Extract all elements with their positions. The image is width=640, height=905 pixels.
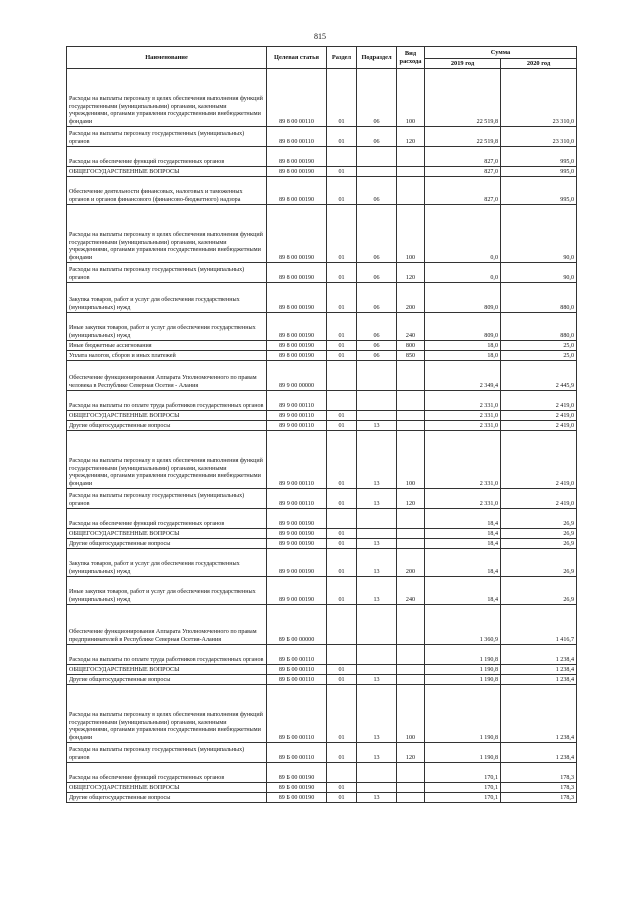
cell-section: 01	[327, 127, 357, 147]
cell-expense-type	[397, 665, 425, 675]
cell-name: Другие общегосударственные вопросы	[67, 793, 267, 803]
table-row	[67, 743, 577, 763]
cell-section	[327, 605, 357, 645]
cell-section	[327, 147, 357, 167]
cell-sum-2019: 827,0	[425, 147, 501, 167]
cell-target: 89 8 00 00190	[267, 341, 327, 351]
cell-section: 01	[327, 685, 357, 743]
cell-subsection: 13	[357, 489, 397, 509]
cell-section: 01	[327, 313, 357, 341]
cell-target: 89 Б 00 00110	[267, 743, 327, 763]
cell-name: Иные закупки товаров, работ и услуг для обеспечения государственных (муниципальных) нужд	[67, 313, 267, 341]
table-row	[67, 341, 577, 351]
table-row	[67, 685, 577, 743]
cell-section: 01	[327, 263, 357, 283]
cell-subsection	[357, 391, 397, 411]
cell-expense-type: 200	[397, 549, 425, 577]
cell-subsection: 06	[357, 351, 397, 361]
header-name: Наименование	[67, 47, 267, 69]
cell-sum-2019: 1 190,8	[425, 675, 501, 685]
cell-expense-type	[397, 645, 425, 665]
cell-target: 89 8 00 00190	[267, 283, 327, 313]
cell-sum-2020: 178,3	[501, 793, 577, 803]
cell-section: 01	[327, 539, 357, 549]
table-row	[67, 351, 577, 361]
cell-subsection: 06	[357, 205, 397, 263]
table-row	[67, 147, 577, 167]
table-row	[67, 549, 577, 577]
cell-section: 01	[327, 341, 357, 351]
cell-name: Расходы на выплаты по оплате труда работников государственных органов	[67, 645, 267, 665]
cell-target: 89 8 00 00190	[267, 205, 327, 263]
cell-sum-2020: 26,9	[501, 577, 577, 605]
cell-sum-2019: 2 331,0	[425, 431, 501, 489]
cell-sum-2020: 995,0	[501, 147, 577, 167]
header-section: Раздел	[327, 47, 357, 69]
cell-target: 89 9 00 00110	[267, 431, 327, 489]
cell-section: 01	[327, 529, 357, 539]
cell-name: Другие общегосударственные вопросы	[67, 539, 267, 549]
table-row	[67, 411, 577, 421]
cell-sum-2020: 2 419,0	[501, 421, 577, 431]
cell-sum-2020: 26,9	[501, 529, 577, 539]
cell-sum-2019: 0,0	[425, 205, 501, 263]
cell-expense-type	[397, 421, 425, 431]
cell-name: Расходы на выплаты персоналу государственных (муниципальных) органов	[67, 743, 267, 763]
cell-name: ОБЩЕГОСУДАРСТВЕННЫЕ ВОПРОСЫ	[67, 411, 267, 421]
cell-sum-2020: 23 310,0	[501, 69, 577, 127]
cell-subsection: 06	[357, 341, 397, 351]
cell-name: Другие общегосударственные вопросы	[67, 421, 267, 431]
table-row	[67, 675, 577, 685]
table-row	[67, 205, 577, 263]
cell-section: 01	[327, 675, 357, 685]
cell-section: 01	[327, 177, 357, 205]
cell-expense-type	[397, 793, 425, 803]
header-expense-type: Вид расхода	[397, 47, 425, 69]
cell-target: 89 9 00 00190	[267, 509, 327, 529]
cell-sum-2019: 170,1	[425, 763, 501, 783]
table-row	[67, 361, 577, 391]
cell-target: 89 Б 00 00110	[267, 685, 327, 743]
cell-expense-type: 100	[397, 431, 425, 489]
cell-name: Расходы на выплаты персоналу государственных (муниципальных) органов	[67, 489, 267, 509]
header-subsection: Подраздел	[357, 47, 397, 69]
cell-target: 89 Б 00 00110	[267, 645, 327, 665]
cell-name: ОБЩЕГОСУДАРСТВЕННЫЕ ВОПРОСЫ	[67, 665, 267, 675]
cell-subsection	[357, 167, 397, 177]
table-row	[67, 577, 577, 605]
cell-expense-type	[397, 361, 425, 391]
cell-expense-type: 200	[397, 283, 425, 313]
cell-target: 89 Б 00 00000	[267, 605, 327, 645]
cell-subsection: 13	[357, 793, 397, 803]
table-row	[67, 509, 577, 529]
table-row	[67, 665, 577, 675]
cell-expense-type: 100	[397, 685, 425, 743]
cell-section: 01	[327, 167, 357, 177]
cell-subsection	[357, 763, 397, 783]
cell-sum-2020: 90,0	[501, 263, 577, 283]
page-number: 815	[314, 32, 326, 41]
cell-name: Расходы на выплаты персоналу государственных (муниципальных) органов	[67, 263, 267, 283]
cell-expense-type	[397, 605, 425, 645]
cell-sum-2019: 809,0	[425, 283, 501, 313]
cell-sum-2020: 25,0	[501, 341, 577, 351]
cell-expense-type	[397, 509, 425, 529]
cell-subsection	[357, 645, 397, 665]
cell-subsection: 13	[357, 685, 397, 743]
cell-name: ОБЩЕГОСУДАРСТВЕННЫЕ ВОПРОСЫ	[67, 783, 267, 793]
table-row	[67, 69, 577, 127]
table-row	[67, 127, 577, 147]
cell-expense-type	[397, 391, 425, 411]
cell-subsection: 06	[357, 283, 397, 313]
cell-subsection	[357, 665, 397, 675]
cell-subsection	[357, 529, 397, 539]
cell-section: 01	[327, 283, 357, 313]
table-row	[67, 263, 577, 283]
table-body	[67, 69, 577, 803]
cell-name: Закупка товаров, работ и услуг для обеспечения государственных (муниципальных) нужд	[67, 283, 267, 313]
cell-sum-2020: 26,9	[501, 509, 577, 529]
cell-sum-2019: 1 190,8	[425, 645, 501, 665]
table-row	[67, 391, 577, 411]
table-row	[67, 605, 577, 645]
cell-name: Расходы на выплаты по оплате труда работников государственных органов	[67, 391, 267, 411]
table-row	[67, 793, 577, 803]
cell-sum-2019: 170,1	[425, 793, 501, 803]
cell-section	[327, 645, 357, 665]
cell-section	[327, 391, 357, 411]
cell-section	[327, 509, 357, 529]
cell-subsection: 06	[357, 177, 397, 205]
cell-sum-2020: 880,0	[501, 313, 577, 341]
cell-sum-2020: 23 310,0	[501, 127, 577, 147]
cell-sum-2019: 809,0	[425, 313, 501, 341]
table-row	[67, 177, 577, 205]
cell-sum-2020: 995,0	[501, 167, 577, 177]
cell-expense-type: 120	[397, 489, 425, 509]
cell-expense-type: 100	[397, 205, 425, 263]
cell-expense-type	[397, 675, 425, 685]
cell-subsection: 13	[357, 675, 397, 685]
cell-sum-2020: 1 238,4	[501, 665, 577, 675]
cell-name: Обеспечение функционирования Аппарата Уполномоченного по правам человека в Республике Северная Осетия - Алания	[67, 361, 267, 391]
cell-section: 01	[327, 793, 357, 803]
table-row	[67, 783, 577, 793]
cell-section: 01	[327, 489, 357, 509]
cell-sum-2020: 26,9	[501, 549, 577, 577]
cell-target: 89 9 00 00190	[267, 529, 327, 539]
cell-sum-2019: 18,4	[425, 509, 501, 529]
cell-name: ОБЩЕГОСУДАРСТВЕННЫЕ ВОПРОСЫ	[67, 167, 267, 177]
cell-sum-2020: 1 238,4	[501, 743, 577, 763]
cell-target: 89 8 00 00110	[267, 127, 327, 147]
cell-expense-type: 120	[397, 127, 425, 147]
cell-sum-2019: 18,4	[425, 529, 501, 539]
cell-sum-2020: 1 238,4	[501, 645, 577, 665]
cell-target: 89 8 00 00190	[267, 351, 327, 361]
cell-sum-2019: 170,1	[425, 783, 501, 793]
cell-section: 01	[327, 549, 357, 577]
cell-expense-type	[397, 539, 425, 549]
cell-sum-2019: 1 360,9	[425, 605, 501, 645]
cell-subsection	[357, 783, 397, 793]
cell-expense-type	[397, 783, 425, 793]
budget-table	[66, 46, 577, 803]
table-row	[67, 283, 577, 313]
cell-target: 89 8 00 00190	[267, 167, 327, 177]
cell-name: Расходы на обеспечение функций государственных органов	[67, 509, 267, 529]
cell-sum-2019: 18,4	[425, 577, 501, 605]
cell-target: 89 Б 00 00190	[267, 793, 327, 803]
cell-target: 89 9 00 00190	[267, 549, 327, 577]
cell-name: Расходы на выплаты персоналу государственных (муниципальных) органов	[67, 127, 267, 147]
header-year-2019: 2019 год	[425, 59, 501, 69]
cell-section: 01	[327, 69, 357, 127]
cell-name: Иные бюджетные ассигнования	[67, 341, 267, 351]
cell-subsection: 13	[357, 431, 397, 489]
cell-section	[327, 763, 357, 783]
cell-section: 01	[327, 411, 357, 421]
cell-subsection: 13	[357, 577, 397, 605]
cell-subsection: 06	[357, 69, 397, 127]
cell-expense-type	[397, 177, 425, 205]
cell-target: 89 8 00 00190	[267, 263, 327, 283]
cell-sum-2020: 2 419,0	[501, 431, 577, 489]
cell-section: 01	[327, 783, 357, 793]
cell-subsection	[357, 361, 397, 391]
cell-sum-2019: 2 331,0	[425, 411, 501, 421]
cell-subsection: 06	[357, 127, 397, 147]
cell-sum-2019: 2 331,0	[425, 391, 501, 411]
cell-sum-2020: 25,0	[501, 351, 577, 361]
cell-sum-2019: 827,0	[425, 177, 501, 205]
cell-name: Обеспечение функционирования Аппарата Уполномоченного по правам предпринимателей в Республике Северная Осетия-Алания	[67, 605, 267, 645]
cell-sum-2019: 1 190,8	[425, 665, 501, 675]
cell-sum-2019: 22 519,8	[425, 127, 501, 147]
cell-subsection: 13	[357, 539, 397, 549]
cell-name: Расходы на обеспечение функций государственных органов	[67, 763, 267, 783]
cell-sum-2020: 90,0	[501, 205, 577, 263]
cell-sum-2019: 18,0	[425, 351, 501, 361]
cell-expense-type: 120	[397, 263, 425, 283]
cell-subsection: 13	[357, 549, 397, 577]
cell-section: 01	[327, 665, 357, 675]
header-sum: Сумма	[425, 47, 577, 59]
cell-subsection: 13	[357, 743, 397, 763]
cell-target: 89 8 00 00190	[267, 313, 327, 341]
header-target: Целевая статья	[267, 47, 327, 69]
cell-section	[327, 361, 357, 391]
cell-target: 89 Б 00 00190	[267, 783, 327, 793]
cell-subsection: 06	[357, 263, 397, 283]
cell-sum-2020: 880,0	[501, 283, 577, 313]
table-row	[67, 539, 577, 549]
cell-section: 01	[327, 421, 357, 431]
cell-sum-2020: 1 416,7	[501, 605, 577, 645]
cell-section: 01	[327, 431, 357, 489]
cell-sum-2019: 22 519,8	[425, 69, 501, 127]
cell-sum-2019: 18,4	[425, 539, 501, 549]
cell-expense-type	[397, 763, 425, 783]
cell-sum-2019: 2 331,0	[425, 421, 501, 431]
cell-name: Расходы на обеспечение функций государственных органов	[67, 147, 267, 167]
table-row	[67, 529, 577, 539]
cell-name: Другие общегосударственные вопросы	[67, 675, 267, 685]
cell-expense-type: 240	[397, 313, 425, 341]
cell-expense-type: 120	[397, 743, 425, 763]
cell-expense-type: 800	[397, 341, 425, 351]
cell-name: ОБЩЕГОСУДАРСТВЕННЫЕ ВОПРОСЫ	[67, 529, 267, 539]
cell-name: Уплата налогов, сборов и иных платежей	[67, 351, 267, 361]
cell-target: 89 9 00 00110	[267, 391, 327, 411]
cell-sum-2019: 18,0	[425, 341, 501, 351]
cell-name: Закупка товаров, работ и услуг для обеспечения государственных (муниципальных) нужд	[67, 549, 267, 577]
cell-target: 89 8 00 00190	[267, 147, 327, 167]
cell-expense-type	[397, 411, 425, 421]
table-row	[67, 421, 577, 431]
table-row	[67, 167, 577, 177]
cell-target: 89 Б 00 00110	[267, 675, 327, 685]
cell-sum-2020: 1 238,4	[501, 685, 577, 743]
cell-sum-2020: 178,3	[501, 763, 577, 783]
table-row	[67, 645, 577, 665]
cell-target: 89 Б 00 00190	[267, 763, 327, 783]
cell-name: Расходы на выплаты персоналу в целях обеспечения выполнения функций государственными (муниципальными) органами, казенными учреждениями, органами управления государственными внебюджетными фондами	[67, 431, 267, 489]
cell-target: 89 9 00 00110	[267, 411, 327, 421]
cell-target: 89 9 00 00110	[267, 421, 327, 431]
cell-name: Иные закупки товаров, работ и услуг для обеспечения государственных (муниципальных) нужд	[67, 577, 267, 605]
cell-sum-2019: 2 349,4	[425, 361, 501, 391]
cell-sum-2020: 995,0	[501, 177, 577, 205]
cell-expense-type: 240	[397, 577, 425, 605]
cell-subsection	[357, 605, 397, 645]
cell-subsection	[357, 147, 397, 167]
cell-expense-type: 100	[397, 69, 425, 127]
header-year-2020: 2020 год	[501, 59, 577, 69]
cell-target: 89 Б 00 00110	[267, 665, 327, 675]
cell-sum-2020: 2 445,9	[501, 361, 577, 391]
cell-sum-2019: 827,0	[425, 167, 501, 177]
cell-subsection	[357, 411, 397, 421]
cell-sum-2019: 2 331,0	[425, 489, 501, 509]
cell-subsection: 13	[357, 421, 397, 431]
cell-section: 01	[327, 577, 357, 605]
table-row	[67, 431, 577, 489]
cell-sum-2020: 2 419,0	[501, 489, 577, 509]
cell-sum-2020: 2 419,0	[501, 411, 577, 421]
cell-sum-2020: 2 419,0	[501, 391, 577, 411]
cell-sum-2020: 26,9	[501, 539, 577, 549]
cell-name: Обеспечение деятельности финансовых, налоговых и таможенных органов и органов финансового (финансово-бюджетного) надзора	[67, 177, 267, 205]
cell-sum-2019: 1 190,8	[425, 743, 501, 763]
table-row	[67, 489, 577, 509]
cell-subsection	[357, 509, 397, 529]
cell-section: 01	[327, 351, 357, 361]
cell-sum-2019: 0,0	[425, 263, 501, 283]
cell-name: Расходы на выплаты персоналу в целях обеспечения выполнения функций государственными (муниципальными) органами, казенными учреждениями, органами управления государственными внебюджетными фондами	[67, 685, 267, 743]
cell-target: 89 9 00 00000	[267, 361, 327, 391]
cell-sum-2019: 1 190,8	[425, 685, 501, 743]
cell-expense-type	[397, 147, 425, 167]
cell-expense-type	[397, 529, 425, 539]
cell-target: 89 9 00 00190	[267, 577, 327, 605]
cell-subsection: 06	[357, 313, 397, 341]
cell-target: 89 9 00 00190	[267, 539, 327, 549]
cell-target: 89 9 00 00110	[267, 489, 327, 509]
cell-name: Расходы на выплаты персоналу в целях обеспечения выполнения функций государственными (муниципальными) органами, казенными учреждениями, органами управления государственными внебюджетными фондами	[67, 69, 267, 127]
cell-sum-2019: 18,4	[425, 549, 501, 577]
cell-section: 01	[327, 743, 357, 763]
cell-name: Расходы на выплаты персоналу в целях обеспечения выполнения функций государственными (муниципальными) органами, казенными учреждениями, органами управления государственными внебюджетными фондами	[67, 205, 267, 263]
table-row	[67, 763, 577, 783]
cell-section: 01	[327, 205, 357, 263]
cell-sum-2020: 178,3	[501, 783, 577, 793]
cell-sum-2020: 1 238,4	[501, 675, 577, 685]
cell-target: 89 8 00 00110	[267, 69, 327, 127]
cell-expense-type	[397, 167, 425, 177]
table-row	[67, 313, 577, 341]
cell-expense-type: 850	[397, 351, 425, 361]
cell-target: 89 8 00 00190	[267, 177, 327, 205]
